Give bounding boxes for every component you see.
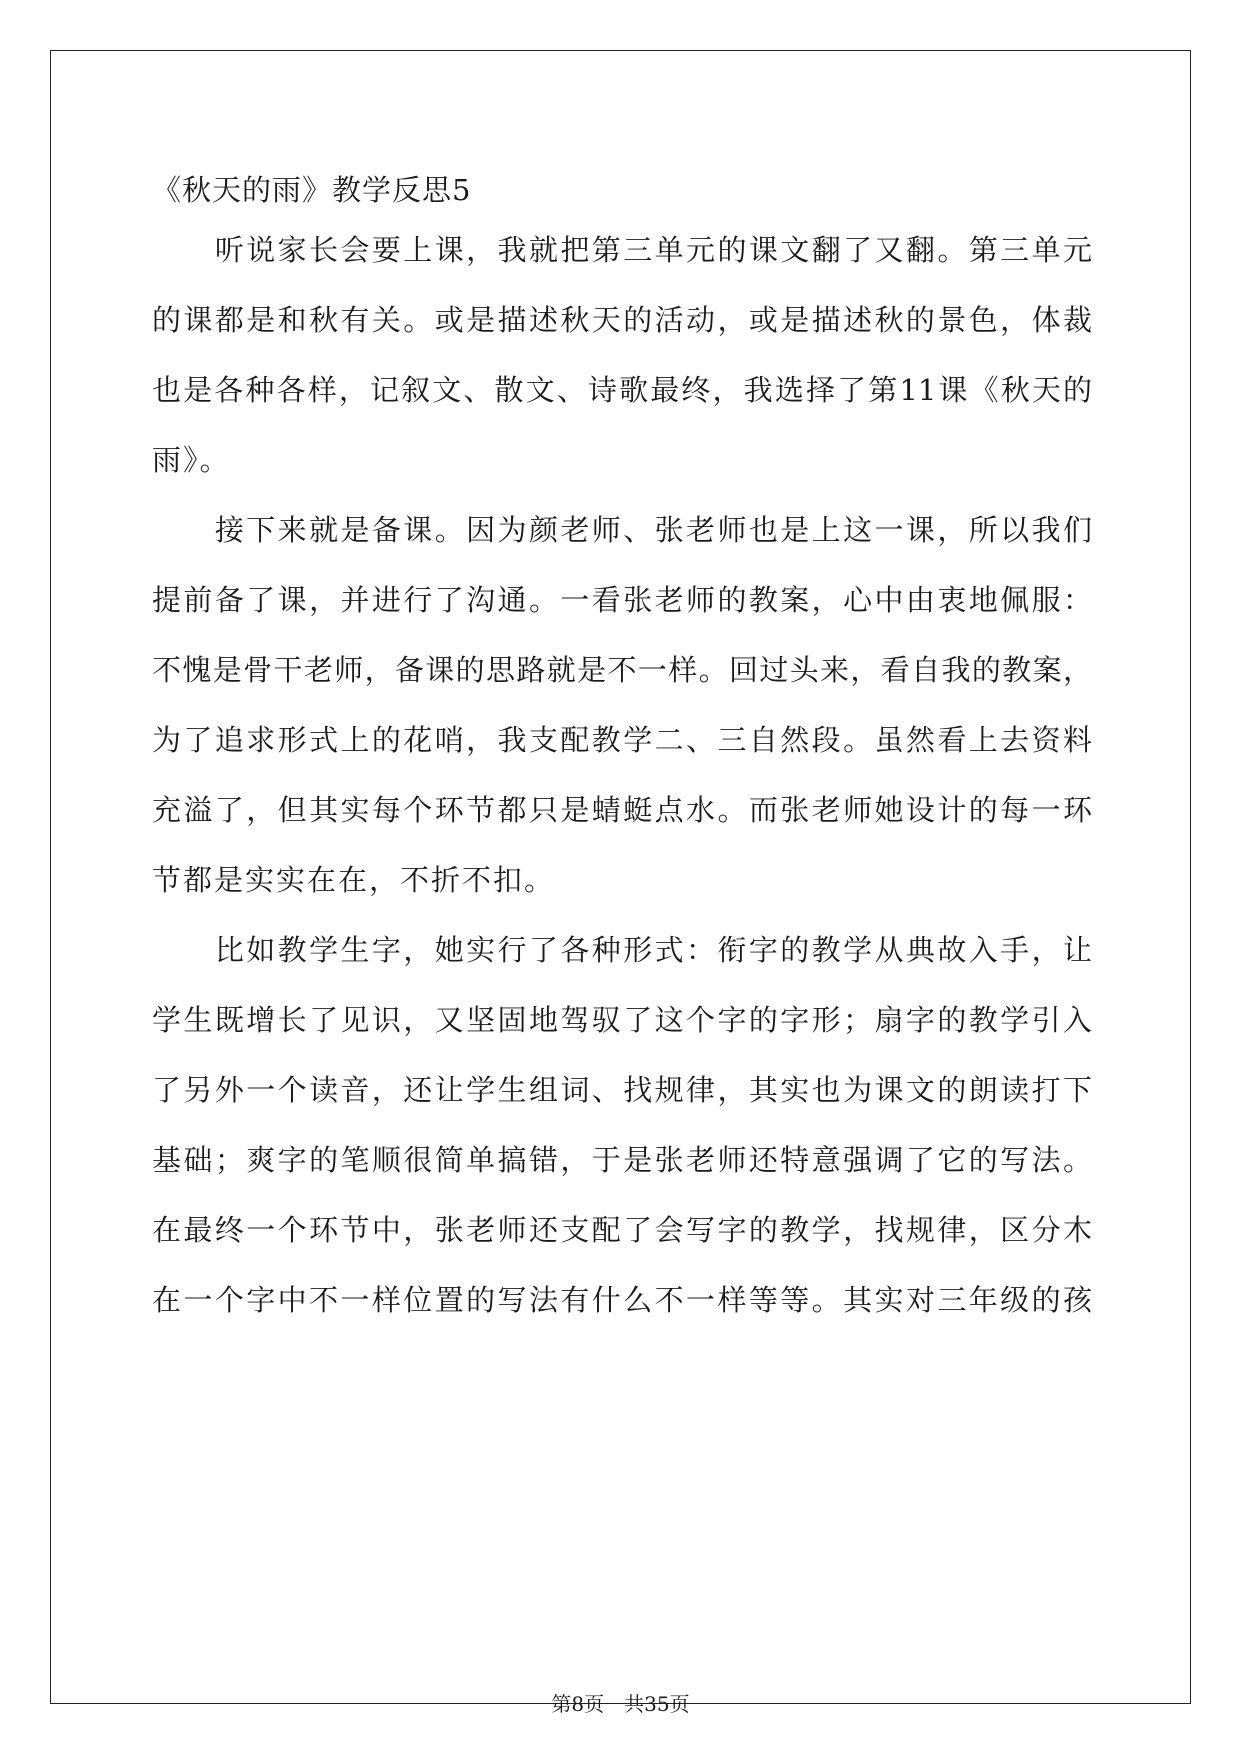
text-line-2: 的课都是和秋有关。或是描述秋天的活动，或是描述秋的景色，体裁 bbox=[152, 303, 1092, 337]
text-line-16: 在一个字中不一样位置的写法有什么不一样等等。其实对三年级的孩 bbox=[152, 1283, 1092, 1317]
text-line-13: 了另外一个读音，还让学生组词、找规律，其实也为课文的朗读打下 bbox=[152, 1073, 1092, 1107]
text-line-12: 学生既增长了见识，又坚固地驾驭了这个字的字形；扇字的教学引入 bbox=[152, 1003, 1092, 1037]
page-footer: 第8页 共35页 bbox=[551, 1692, 690, 1716]
document-title: 《秋天的雨》教学反思5 bbox=[152, 173, 472, 207]
text-line-7: 不愧是骨干老师，备课的思路就是不一样。回过头来，看自我的教案， bbox=[152, 653, 1092, 687]
text-line-3: 也是各种各样，记叙文、散文、诗歌最终，我选择了第11课《秋天的 bbox=[152, 373, 1092, 407]
text-line-5: 接下来就是备课。因为颜老师、张老师也是上这一课，所以我们 bbox=[152, 513, 1092, 547]
text-line-4: 雨》。 bbox=[152, 443, 231, 477]
text-line-1: 听说家长会要上课，我就把第三单元的课文翻了又翻。第三单元 bbox=[152, 233, 1092, 267]
text-line-10: 节都是实实在在，不折不扣。 bbox=[152, 863, 556, 897]
text-line-6: 提前备了课，并进行了沟通。一看张老师的教案，心中由衷地佩服： bbox=[152, 583, 1092, 617]
text-line-15: 在最终一个环节中，张老师还支配了会写字的教学，找规律，区分木 bbox=[152, 1213, 1092, 1247]
text-line-14: 基础；爽字的笔顺很简单搞错，于是张老师还特意强调了它的写法。 bbox=[152, 1143, 1092, 1177]
text-line-8: 为了追求形式上的花哨，我支配教学二、三自然段。虽然看上去资料 bbox=[152, 723, 1092, 757]
text-line-9: 充溢了，但其实每个环节都只是蜻蜓点水。而张老师她设计的每一环 bbox=[152, 793, 1092, 827]
text-line-11: 比如教学生字，她实行了各种形式：衔字的教学从典故入手，让 bbox=[152, 933, 1092, 967]
